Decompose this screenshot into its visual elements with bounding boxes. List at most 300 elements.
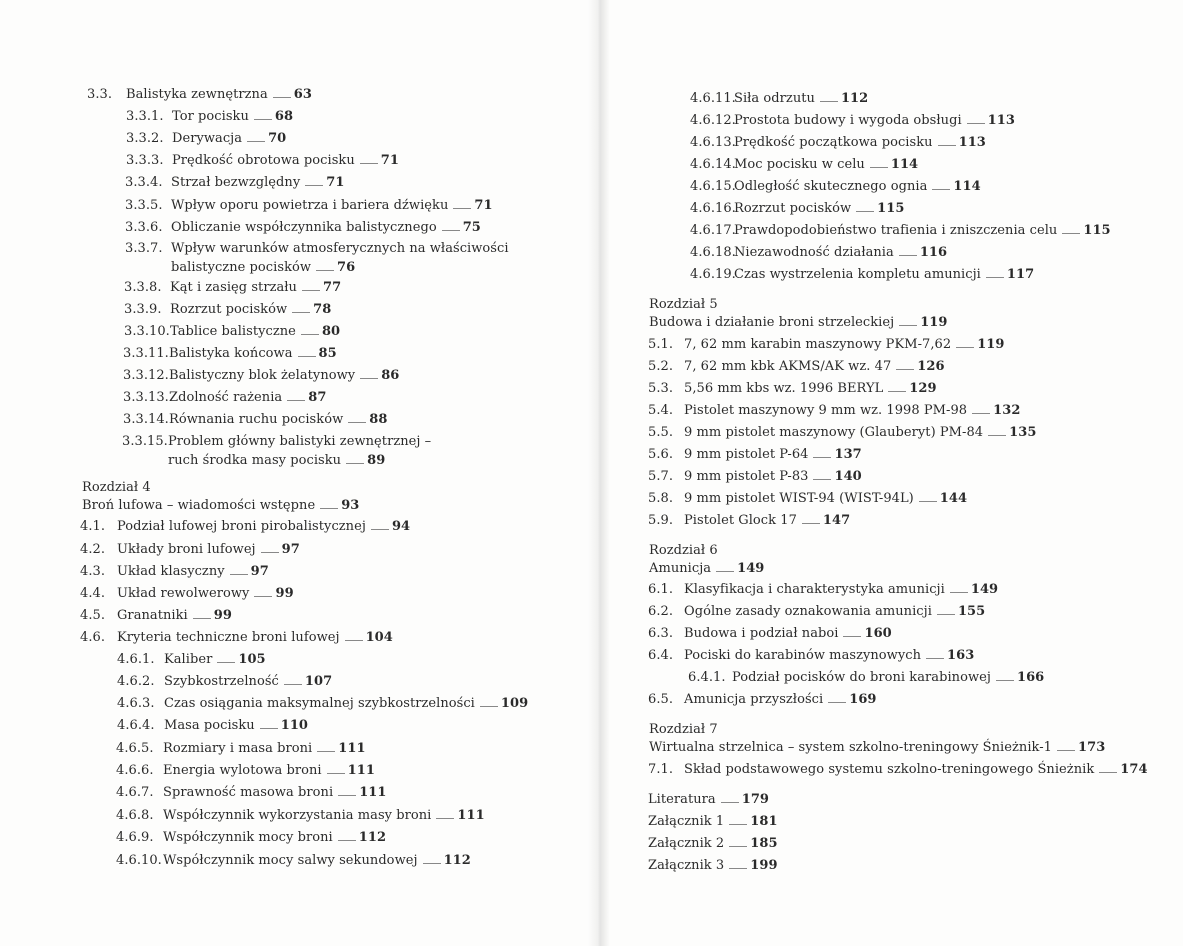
toc-entry [648,857,778,874]
toc-entry-number: 3.3. [87,87,113,102]
toc-page-number: 85 [318,346,337,361]
toc-page-number: 149 [737,561,765,576]
toc-entry-number: 4.2. [80,542,106,557]
chapter-title [649,314,948,331]
toc-entry [126,130,286,147]
toc-page-number: 169 [849,692,877,707]
toc-entry [116,829,386,846]
toc-page-number: 144 [939,491,968,506]
toc-entry [80,541,300,558]
leader-dash [729,836,747,847]
toc-entry [648,358,945,375]
leader-dash [899,245,917,256]
toc-entry [124,323,340,340]
toc-page-number: 77 [322,280,342,295]
toc-entry [648,468,862,485]
toc-page-number: 109 [500,696,529,711]
leader-dash [254,586,272,597]
toc-entry-number: 5.4. [648,403,674,418]
toc-page-number: 110 [280,718,309,733]
toc-entry [123,411,387,428]
toc-entry [648,490,967,507]
leader-dash [996,670,1014,681]
leader-dash [828,692,846,703]
toc-page-number: 112 [840,91,869,106]
toc-entry-title: Równania ruchu pocisków [169,412,344,427]
leader-dash [436,808,454,819]
toc-entry [648,446,862,463]
chapter-title [82,497,359,514]
chapter-title-text: Amunicja [649,561,712,576]
toc-page-number: 114 [953,179,981,194]
toc-entry-number: 4.6.2. [117,674,155,689]
leader-dash [802,513,820,524]
toc-page-number: 80 [321,324,341,339]
toc-page-number: 112 [443,853,471,868]
toc-entry-number: 4.6.3. [117,696,155,711]
leader-dash [292,302,310,313]
leader-dash [301,324,319,335]
leader-dash [721,792,739,803]
toc-entry [80,563,269,580]
toc-entry-title: 9 mm pistolet P-83 [684,469,809,484]
leader-dash [888,381,906,392]
toc-page-number: 126 [917,359,945,374]
toc-entry-title: 5,56 mm kbs wz. 1996 BERYL [684,381,884,396]
toc-entry-number: 3.3.10. [124,324,170,339]
toc-page-number: 104 [365,630,393,645]
toc-entry-title: Niezawodność działania [734,245,894,260]
toc-entry-title: Siła odrzutu [734,91,815,106]
toc-entry-title: Prędkość obrotowa pocisku [172,153,355,168]
leader-dash [938,135,956,146]
toc-entry-number: 7.1. [648,762,674,777]
toc-page-number: 88 [369,412,388,427]
toc-entry [116,784,386,801]
chapter-title [649,739,1105,756]
toc-entry-title: Ogólne zasady oznakowania amunicji [684,604,932,619]
toc-entry-number: 6.5. [648,692,674,707]
toc-entry-title: Pistolet Glock 17 [684,513,797,528]
toc-entry [126,108,293,125]
leader-dash [317,741,335,752]
toc-entry [690,244,947,261]
toc-entry [125,219,481,236]
toc-entry-number: 6.1. [648,582,674,597]
toc-entry-title: 9 mm pistolet P-64 [684,447,809,462]
toc-entry-title: Załącznik 3 [648,858,725,873]
toc-page-number: 111 [457,808,485,823]
toc-page-number: 149 [970,582,999,597]
toc-entry-title: Odległość skutecznego ognia [734,179,928,194]
toc-entry [690,266,1034,283]
leader-dash [230,564,248,575]
toc-entry-number: 4.6.5. [116,741,154,756]
leader-dash [856,201,874,212]
toc-entry-title-line2: balistyczne pocisków [171,260,312,275]
toc-entry-number: 5.7. [648,469,674,484]
toc-entry-number: 4.6.10. [116,853,162,868]
toc-page-number: 97 [281,542,300,557]
toc-entry [648,813,778,830]
toc-entry-number: 5.3. [648,381,674,396]
toc-page-number: 111 [347,763,375,778]
toc-entry-title: Załącznik 2 [648,836,725,851]
toc-page-number: 135 [1009,425,1037,440]
toc-entry-number: 4.6.8. [116,808,154,823]
toc-entry-title: Derywacja [172,131,243,146]
toc-page-number: 86 [381,368,400,383]
leader-dash [320,498,338,509]
toc-entry-title: Prostota budowy i wygoda obsługi [734,113,962,128]
toc-page-number: 115 [877,201,905,216]
leader-dash [254,109,272,120]
toc-entry-number: 4.5. [80,608,106,623]
toc-entry-title: Energia wylotowa broni [163,763,322,778]
toc-entry-number: 3.3.13. [123,390,169,405]
toc-entry-number: 4.6.14. [690,157,736,172]
toc-page-number: 155 [957,604,986,619]
toc-entry-title: Układ rewolwerowy [117,586,250,601]
toc-entry-number: 4.6.19. [690,267,736,282]
toc-entry-title: Szybkostrzelność [164,674,279,689]
chapter-label: Rozdział 7 [649,722,718,737]
toc-entry-title: Prawdopodobieństwo trafienia i zniszczenia celu [734,223,1058,238]
toc-entry-number: 4.6.15. [690,179,736,194]
toc-entry-continuation [168,452,385,469]
toc-entry [123,367,399,384]
toc-entry [116,852,471,869]
toc-entry-title: Układy broni lufowej [117,542,256,557]
leader-dash [346,453,364,464]
leader-dash [442,220,460,231]
toc-entry [123,345,337,362]
toc-page-number: 78 [313,302,332,317]
leader-dash [260,718,278,729]
toc-page-number: 173 [1078,740,1106,755]
toc-entry [648,336,1004,353]
leader-dash [423,853,441,864]
leader-dash [716,561,734,572]
leader-dash [1062,223,1080,234]
toc-entry [648,512,850,529]
leader-dash [360,153,378,164]
toc-entry-number: 4.6. [80,630,106,645]
leader-dash [298,346,316,357]
toc-page-number: 147 [822,513,851,528]
toc-page-number: 113 [987,113,1015,128]
toc-entry-number: 4.6.1. [117,652,155,667]
leader-dash [371,519,389,530]
toc-entry-number: 4.6.11. [690,91,736,106]
toc-entry-number: 4.6.17. [690,223,736,238]
toc-entry [690,156,918,173]
leader-dash [1099,762,1117,773]
toc-entry-title: Układ klasyczny [117,564,225,579]
toc-page-number: 75 [462,220,481,235]
toc-entry-title: Czas wystrzelenia kompletu amunicji [734,267,981,282]
leader-dash [360,368,378,379]
leader-dash [284,674,302,685]
leader-dash [729,858,747,869]
leader-dash [327,763,345,774]
toc-entry-title: Amunicja przyszłości [684,692,824,707]
toc-entry-title: Kryteria techniczne broni lufowej [117,630,340,645]
toc-entry-title: Czas osiągania maksymalnej szybkostrzelności [164,696,475,711]
toc-entry [87,86,312,103]
toc-page-number: 111 [338,741,366,756]
toc-page-number: 71 [474,198,493,213]
toc-entry [124,301,331,318]
toc-entry-title: Załącznik 1 [648,814,725,829]
toc-entry [80,585,294,602]
toc-entry-title: 7, 62 mm kbk AKMS/AK wz. 47 [684,359,892,374]
toc-page-number: 166 [1016,670,1045,685]
toc-page-number: 107 [304,674,333,689]
toc-page-number: 114 [890,157,919,172]
toc-entry-number: 6.4. [648,648,674,663]
leader-dash [217,652,235,663]
toc-entry-title-line2: ruch środka masy pocisku [168,453,342,468]
leader-dash [348,412,366,423]
toc-entry [648,835,778,852]
toc-entry-title: Problem główny balistyki zewnętrznej – [168,434,432,449]
toc-page-number: 111 [359,785,387,800]
toc-page-number: 174 [1120,762,1148,777]
leader-dash [345,630,363,641]
toc-entry [648,791,769,808]
toc-entry-number: 4.6.7. [116,785,154,800]
leader-dash [956,337,974,348]
toc-entry [117,717,308,734]
toc-entry [648,424,1036,441]
toc-page-number: 140 [834,469,862,484]
leader-dash [287,390,305,401]
leader-dash [453,198,471,209]
toc-entry [117,695,528,712]
toc-page-number: 94 [391,519,411,534]
leader-dash [273,87,291,98]
chapter-title-text: Wirtualna strzelnica – system szkolno-treningowy Śnieżnik-1 [649,740,1052,755]
toc-page-number: 117 [1006,267,1035,282]
toc-entry-number: 4.4. [80,586,106,601]
toc-page-number: 99 [213,608,232,623]
toc-entry-number: 4.1. [80,519,106,534]
toc-entry [648,603,985,620]
chapter-label: Rozdział 5 [649,297,718,312]
leader-dash [813,469,831,480]
toc-entry-title: Wpływ warunków atmosferycznych na właściwości [171,241,509,256]
toc-entry-number: 3.3.1. [126,109,164,124]
toc-entry-title: Balistyka końcowa [169,346,293,361]
leader-dash [316,260,334,271]
toc-entry [690,222,1111,239]
leader-dash [261,542,279,553]
toc-entry [117,673,332,690]
toc-entry-title: Budowa i podział naboi [684,626,839,641]
toc-page-number: 68 [274,109,294,124]
toc-entry [116,740,366,757]
toc-entry-title: Współczynnik mocy broni [163,830,333,845]
toc-entry-title: Tablice balistyczne [170,324,296,339]
toc-entry-title: Literatura [648,792,716,807]
leader-dash [967,113,985,124]
leader-dash [1057,740,1075,751]
right-page [598,0,1183,946]
toc-entry-number: 3.3.5. [125,198,163,213]
toc-entry [690,90,868,107]
toc-entry-title: Sprawność masowa broni [163,785,334,800]
toc-entry-title: Prędkość początkowa pocisku [734,135,933,150]
chapter-title-text: Budowa i działanie broni strzeleckiej [649,315,895,330]
toc-page-number: 71 [380,153,399,168]
chapter-title-text: Broń lufowa – wiadomości wstępne [82,498,316,513]
toc-entry [123,389,326,406]
toc-page-number: 163 [947,648,975,663]
toc-entry [117,651,266,668]
toc-entry-title: Podział lufowej broni pirobalistycznej [117,519,366,534]
toc-entry [125,197,493,214]
toc-entry-number: 4.6.18. [690,245,736,260]
toc-entry-title: Moc pocisku w celu [734,157,865,172]
toc-entry [648,581,998,598]
leader-dash [302,280,320,291]
toc-entry-number: 4.3. [80,564,106,579]
leader-dash [729,814,747,825]
leader-dash [988,425,1006,436]
toc-entry-title: Współczynnik mocy salwy sekundowej [163,853,418,868]
toc-entry-title: Wpływ oporu powietrza i bariera dźwięku [171,198,449,213]
toc-entry-number: 4.6.4. [117,718,155,733]
toc-entry [116,807,485,824]
toc-entry-number: 4.6.6. [116,763,154,778]
toc-page-number: 116 [919,245,948,260]
chapter-title [649,560,764,577]
toc-entry-number: 6.2. [648,604,674,619]
toc-entry-number: 4.6.9. [116,830,154,845]
toc-entry [126,152,399,169]
leader-dash [193,608,211,619]
toc-entry-title: Rozrzut pocisków [734,201,852,216]
toc-page-number: 87 [308,390,327,405]
toc-entry-title: Klasyfikacja i charakterystyka amunicji [684,582,945,597]
toc-entry-number: 5.9. [648,513,674,528]
toc-entry-title: Współczynnik wykorzystania masy broni [163,808,432,823]
toc-entry-number: 6.4.1. [688,670,726,685]
toc-page-number: 119 [920,315,948,330]
toc-entry-continuation [171,259,355,276]
toc-entry-title: Strzał bezwzględny [171,175,301,190]
toc-page-number: 129 [909,381,937,396]
toc-page-number: 99 [275,586,294,601]
toc-entry-number: 3.3.9. [124,302,162,317]
toc-entry-title: Podział pocisków do broni karabinowej [732,670,991,685]
toc-page-number: 89 [367,453,386,468]
toc-entry-title: Masa pocisku [164,718,255,733]
toc-entry [648,625,892,642]
toc-entry-number: 6.3. [648,626,674,641]
toc-entry-title: Skład podstawowego systemu szkolno-treningowego Śnieżnik [684,762,1095,777]
toc-entry-number: 3.3.2. [126,131,164,146]
toc-entry-title: Kąt i zasięg strzału [170,280,297,295]
toc-page-number: 132 [993,403,1021,418]
toc-entry [80,518,410,535]
toc-entry-title: Obliczanie współczynnika balistycznego [171,220,437,235]
toc-entry-number: 5.8. [648,491,674,506]
toc-entry-number: 3.3.15. [122,434,168,449]
toc-page-number: 185 [750,836,778,851]
toc-entry [116,762,375,779]
toc-entry [125,240,509,257]
leader-dash [820,91,838,102]
toc-page-number: 179 [741,792,770,807]
toc-entry [648,380,937,397]
toc-page-number: 97 [250,564,269,579]
toc-entry-title: Pistolet maszynowy 9 mm wz. 1998 PM-98 [684,403,968,418]
toc-entry [648,691,877,708]
toc-entry [690,178,981,195]
toc-entry-number: 3.3.7. [125,241,163,256]
toc-entry-number: 4.6.12. [690,113,736,128]
toc-page-number: 160 [864,626,892,641]
leader-dash [870,157,888,168]
toc-entry-number: 3.3.4. [125,175,163,190]
toc-entry-title: Pociski do karabinów maszynowych [684,648,922,663]
toc-page-number: 115 [1083,223,1111,238]
toc-entry-title: Balistyka zewnętrzna [126,87,268,102]
toc-page-number: 93 [341,498,360,513]
toc-entry-number: 3.3.12. [123,368,169,383]
toc-page-number: 76 [337,260,356,275]
leader-dash [950,582,968,593]
toc-entry [648,402,1020,419]
toc-entry [648,761,1148,778]
toc-page-number: 112 [358,830,387,845]
leader-dash [932,179,950,190]
toc-entry-title: Granatniki [117,608,188,623]
toc-page-number: 137 [834,447,862,462]
toc-page-number: 119 [977,337,1005,352]
leader-dash [937,604,955,615]
leader-dash [972,403,990,414]
toc-entry-number: 5.5. [648,425,674,440]
toc-entry [690,200,904,217]
toc-entry-number: 3.3.6. [125,220,163,235]
leader-dash [926,648,944,659]
toc-entry [690,112,1015,129]
toc-page-number: 113 [958,135,986,150]
leader-dash [919,491,937,502]
toc-page-number: 181 [750,814,778,829]
toc-entry [80,629,393,646]
chapter-label: Rozdział 4 [82,480,151,495]
leader-dash [986,267,1004,278]
toc-page-number: 105 [238,652,266,667]
toc-entry-title: Rozrzut pocisków [170,302,288,317]
leader-dash [813,447,831,458]
toc-entry-number: 5.2. [648,359,674,374]
toc-entry-title: 7, 62 mm karabin maszynowy PKM-7,62 [684,337,952,352]
toc-entry-title: Zdolność rażenia [169,390,283,405]
toc-entry-title: Rozmiary i masa broni [163,741,313,756]
toc-page-number: 199 [750,858,778,873]
toc-entry-number: 4.6.13. [690,135,736,150]
leader-dash [896,359,914,370]
toc-entry [122,433,431,450]
toc-entry-number: 5.6. [648,447,674,462]
toc-entry-title: Tor pocisku [172,109,249,124]
toc-entry-number: 3.3.8. [124,280,162,295]
